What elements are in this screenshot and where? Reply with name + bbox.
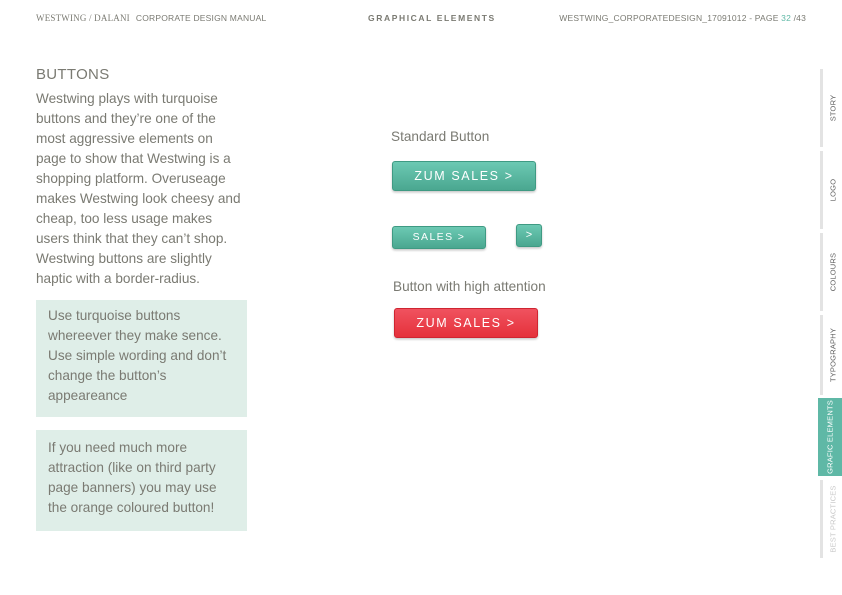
- current-page: 32: [781, 13, 792, 23]
- page-title: BUTTONS: [36, 66, 110, 83]
- sales-button-small[interactable]: SALES >: [392, 226, 486, 249]
- note-text-usage: Use turquoise buttons whereever they make sence. Use simple wording and don’t change the button’s appeareance: [48, 308, 227, 403]
- body-text: Westwing plays with turquoise buttons and they’re one of the most aggressive elements on page to show that Westwing is a shopping platform. Overuseage makes Westwing look cheesy and cheap, too less usage makes users think that they can’t shop. Westwing buttons are slightly haptic with a border-radius.: [36, 91, 241, 286]
- tab-best-practices[interactable]: [820, 480, 842, 558]
- tab-typography-label: TYPOGRAPHY: [828, 327, 837, 383]
- note-box-attention: [36, 430, 247, 531]
- note-text-attention: If you need much more attraction (like on third party page banners) you may use the orange coloured button!: [48, 440, 217, 515]
- tab-best-practices-label: BEST PRACTICES: [828, 485, 837, 553]
- tab-typography[interactable]: [820, 315, 842, 395]
- tab-story-label: STORY: [828, 94, 837, 122]
- tab-colours[interactable]: [820, 233, 842, 311]
- tab-story[interactable]: [820, 69, 842, 147]
- attention-button-label: Button with high attention: [393, 279, 546, 294]
- doc-reference: WESTWING_CORPORATEDESIGN_17091012 - PAGE: [559, 13, 779, 23]
- section-title: GRAPHICAL ELEMENTS: [368, 13, 496, 23]
- standard-button-label: Standard Button: [391, 129, 490, 144]
- note-box-usage: [36, 300, 247, 417]
- brand-name: WESTWING / DALANI: [36, 13, 130, 23]
- header-right: [559, 13, 806, 23]
- tab-grafic-elements-label: GRAFIC ELEMENTS: [825, 400, 835, 474]
- header-left: [36, 13, 266, 23]
- zum-sales-button[interactable]: ZUM SALES >: [392, 161, 536, 191]
- arrow-button[interactable]: >: [516, 224, 542, 247]
- manual-title: CORPORATE DESIGN MANUAL: [135, 13, 267, 23]
- total-pages: /43: [793, 13, 806, 23]
- zum-sales-attention-button[interactable]: ZUM SALES >: [394, 308, 538, 338]
- tab-colours-label: COLOURS: [828, 252, 837, 292]
- tab-logo-label: LOGO: [828, 178, 837, 202]
- tab-logo[interactable]: [820, 151, 842, 229]
- tab-grafic-elements[interactable]: [818, 398, 842, 476]
